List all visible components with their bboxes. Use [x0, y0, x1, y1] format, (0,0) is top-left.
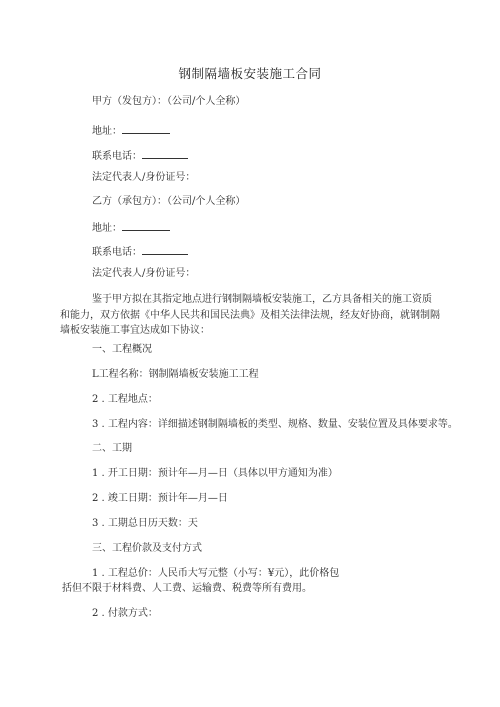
party-a-phone-blank — [142, 148, 188, 159]
party-a-heading: 甲方（发包方）：（公司/个人全称） — [92, 96, 246, 107]
party-b-address-label: 地址： — [92, 223, 122, 234]
section3-item2: 2 . 付款方式： — [92, 608, 158, 619]
party-b-heading: 乙方（承包方）：（公司/个人全称） — [92, 196, 246, 207]
section1-item3: 3 . 工程内容：详细描述钢制隔墙板的类型、规格、数量、安装位置及具体要求等。 — [92, 419, 458, 430]
party-b-phone — [92, 244, 188, 259]
section2-item2: 2 . 竣工日期：预计年—月—日 — [92, 493, 228, 504]
preamble-paragraph: 鉴于甲方拟在其指定地点进行钢制隔墙板安装施工，乙方具备相关的施工资质和能力，双方依据《中华人民共和国民法典》及相关法律法规，经友好协商，就钢制隔墙板安装施工事宜达成如下协议： — [60, 294, 440, 336]
party-a-address — [92, 123, 170, 138]
section1-item1: L工程名称：钢制隔墙板安装施工工程 — [92, 369, 259, 380]
party-b-address — [92, 220, 170, 235]
section3-item1-line2: 括但不限于材料费、人工费、运输费、税费等所有费用。 — [62, 583, 312, 594]
party-a-address-label: 地址： — [92, 126, 122, 137]
party-b-phone-blank — [142, 244, 188, 255]
party-a-phone-label: 联系电话： — [92, 151, 142, 162]
party-a-phone — [92, 148, 188, 163]
party-a-address-blank — [122, 123, 170, 134]
section1-item2: 2 . 工程地点： — [92, 394, 158, 405]
document-title: 钢制隔墙板安装施工合同 — [178, 66, 322, 81]
party-b-address-blank — [122, 220, 170, 231]
party-a-rep: 法定代表人/身份证号： — [92, 172, 196, 183]
party-b-phone-label: 联系电话： — [92, 247, 142, 258]
section3-heading: 三、工程价款及支付方式 — [92, 543, 202, 554]
section2-item1: 1 . 开工日期：预计年—月—日（具体以甲方通知为准） — [92, 468, 338, 479]
section1-heading: 一、工程概况 — [92, 344, 152, 355]
section2-item3: 3 . 工期总日历天数：天 — [92, 518, 198, 529]
party-b-rep: 法定代表人/身份证号： — [92, 268, 196, 279]
section2-heading: 二、工期 — [92, 443, 132, 454]
section3-item1-line1: 1 . 工程总价：人民币大写元整（小写：¥元），此价格包 — [92, 568, 340, 579]
